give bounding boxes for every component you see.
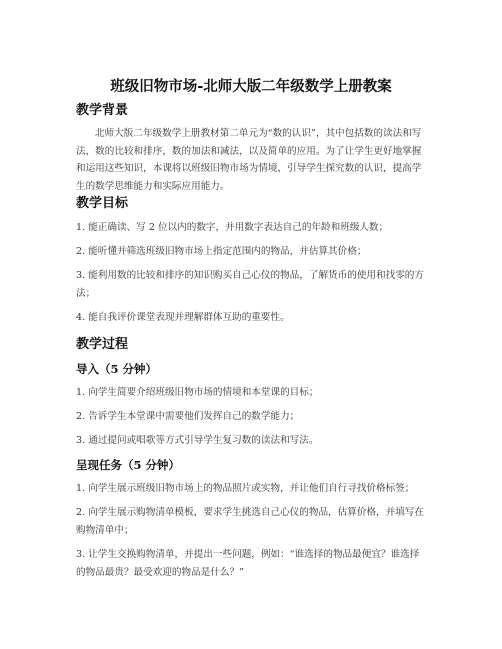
objective-item-1: 1. 能正确读、写 2 位以内的数字，并用数字表达自己的年龄和班级人数； xyxy=(76,222,389,233)
heading-intro: 导入（5 分钟） xyxy=(76,362,158,376)
objective-item-3: 3. 能利用数的比较和排序的知识购买自己心仪的物品，了解货币的使用和找零的方法； xyxy=(76,270,424,299)
intro-item-3: 3. 通过提问或唱歌等方式引导学生复习数的读法和写法。 xyxy=(76,435,319,446)
task-item-3: 3. 让学生交换购物清单，并提出一些问题，例如：“谁选择的物品最便宜？谁选择的物品最贵？最受欢迎的物品是什么？” xyxy=(76,549,420,578)
document-title: 班级旧物市场-北师大版二年级数学上册教案 xyxy=(110,78,392,95)
heading-background: 教学背景 xyxy=(76,103,129,118)
task-item-1: 1. 向学生展示班级旧物市场上的物品照片或实物，并让他们自行寻找价格标签； xyxy=(76,483,415,494)
objective-item-4: 4. 能自我评价课堂表现并理解群体互助的重要性。 xyxy=(76,312,290,323)
background-paragraph: 北师大版二年级数学上册教材第二单元为“数的认识”，其中包括数的读法和写法，数的比较和排序，数的加法和减法，以及简单的应用。为了让学生更好地掌握和运用这些知识，本课将以班级旧物市场为情境，引导学生探究数的认识，提高学生的数学思维能力和实际应用能力。 xyxy=(76,128,422,192)
intro-item-2: 2. 告诉学生本堂课中需要他们发挥自己的数学能力； xyxy=(76,411,300,422)
heading-process: 教学过程 xyxy=(76,337,129,352)
heading-objectives: 教学目标 xyxy=(76,196,129,211)
intro-item-1: 1. 向学生简要介绍班级旧物市场的情境和本堂课的目标； xyxy=(76,387,319,398)
task-item-2: 2. 向学生展示购物清单模板，要求学生挑选自己心仪的物品，估算价格，并填写在购物清单中； xyxy=(76,507,424,536)
heading-task: 呈现任务（5 分钟） xyxy=(76,458,181,472)
objective-item-2: 2. 能听懂并筛选班级旧物市场上指定范围内的物品，并估算其价格； xyxy=(76,246,367,257)
